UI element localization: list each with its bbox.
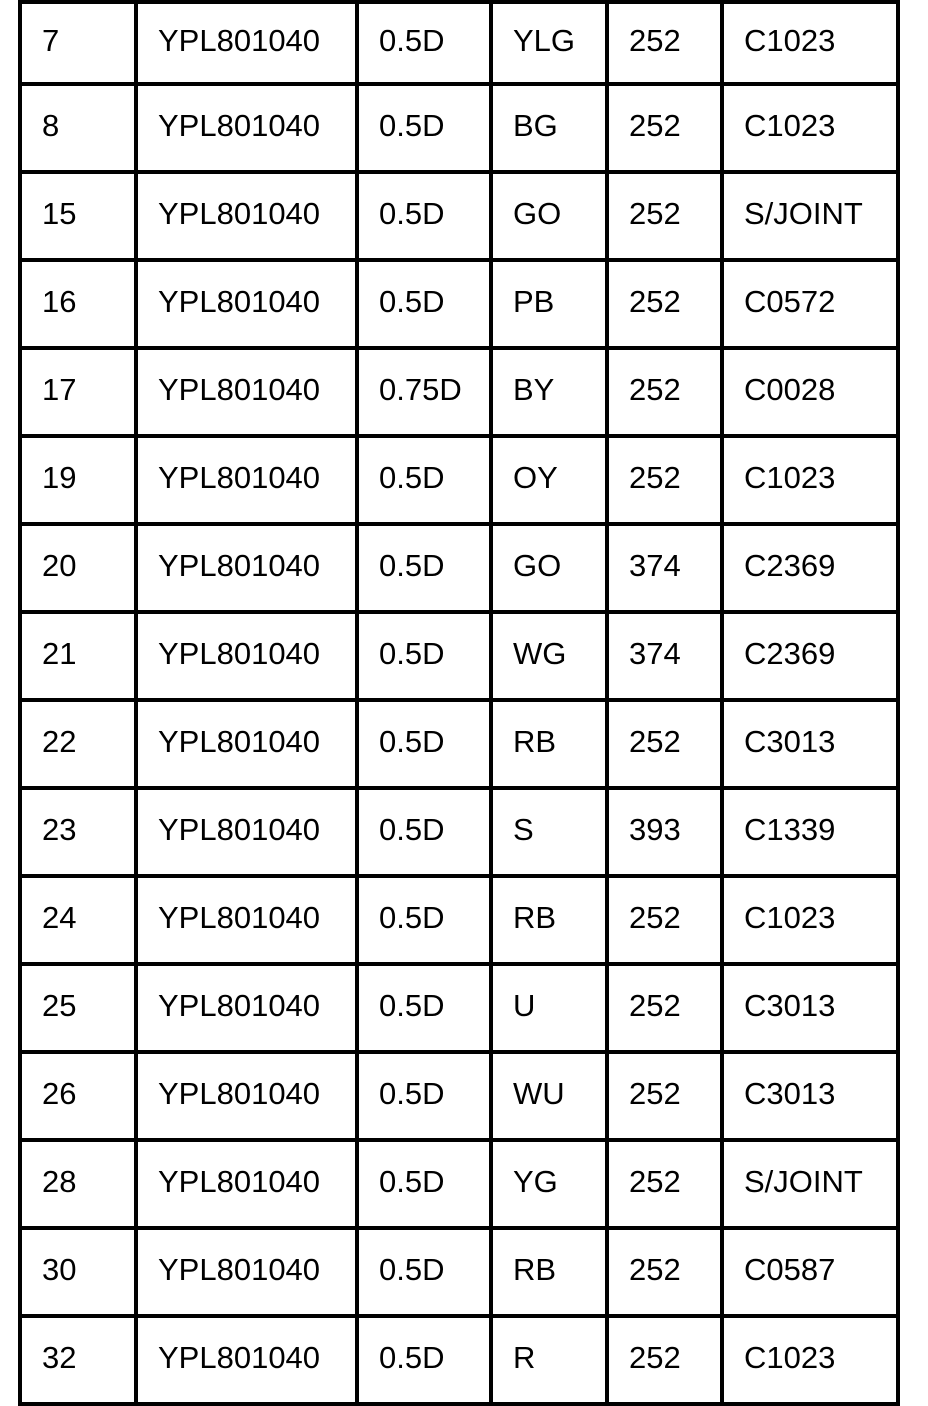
cell-length: 374 <box>607 524 722 612</box>
cell-part-number: YPL801040 <box>136 260 357 348</box>
cell-length: 252 <box>607 1228 722 1316</box>
cell-color: BG <box>491 84 607 172</box>
cell-number: 7 <box>20 2 136 84</box>
cell-length: 252 <box>607 1052 722 1140</box>
cell-length: 252 <box>607 348 722 436</box>
cell-part-number: YPL801040 <box>136 2 357 84</box>
cell-connector: C3013 <box>722 1052 898 1140</box>
cell-part-number: YPL801040 <box>136 1228 357 1316</box>
cell-part-number: YPL801040 <box>136 788 357 876</box>
cell-size: 0.5D <box>357 788 491 876</box>
cell-part-number: YPL801040 <box>136 172 357 260</box>
cell-length: 374 <box>607 612 722 700</box>
cell-number: 28 <box>20 1140 136 1228</box>
cell-part-number: YPL801040 <box>136 84 357 172</box>
cell-length: 252 <box>607 172 722 260</box>
cell-length: 252 <box>607 260 722 348</box>
cell-length: 393 <box>607 788 722 876</box>
table-row <box>20 172 898 260</box>
cell-size: 0.5D <box>357 964 491 1052</box>
cell-length: 252 <box>607 700 722 788</box>
cell-connector: C2369 <box>722 612 898 700</box>
cell-color: BY <box>491 348 607 436</box>
cell-length: 252 <box>607 436 722 524</box>
cell-connector: C3013 <box>722 964 898 1052</box>
table-row <box>20 788 898 876</box>
cell-part-number: YPL801040 <box>136 700 357 788</box>
cell-color: PB <box>491 260 607 348</box>
cell-number: 21 <box>20 612 136 700</box>
table-row <box>20 612 898 700</box>
cell-part-number: YPL801040 <box>136 876 357 964</box>
cell-color: YLG <box>491 2 607 84</box>
table-row <box>20 524 898 612</box>
cell-part-number: YPL801040 <box>136 524 357 612</box>
table-row <box>20 1316 898 1404</box>
cell-part-number: YPL801040 <box>136 436 357 524</box>
cell-part-number: YPL801040 <box>136 348 357 436</box>
cell-number: 15 <box>20 172 136 260</box>
wire-table-container <box>18 0 896 1406</box>
cell-color: RB <box>491 876 607 964</box>
cell-size: 0.5D <box>357 1228 491 1316</box>
cell-connector: C1339 <box>722 788 898 876</box>
cell-color: RB <box>491 700 607 788</box>
cell-number: 25 <box>20 964 136 1052</box>
table-row <box>20 700 898 788</box>
cell-number: 16 <box>20 260 136 348</box>
table-row <box>20 876 898 964</box>
cell-length: 252 <box>607 876 722 964</box>
cell-number: 17 <box>20 348 136 436</box>
wire-table-body <box>20 2 898 1404</box>
table-row <box>20 260 898 348</box>
cell-connector: C3013 <box>722 700 898 788</box>
cell-size: 0.5D <box>357 436 491 524</box>
cell-connector: C1023 <box>722 2 898 84</box>
cell-size: 0.5D <box>357 1316 491 1404</box>
cell-size: 0.5D <box>357 2 491 84</box>
cell-part-number: YPL801040 <box>136 612 357 700</box>
cell-size: 0.5D <box>357 172 491 260</box>
cell-color: OY <box>491 436 607 524</box>
cell-color: GO <box>491 524 607 612</box>
cell-length: 252 <box>607 2 722 84</box>
cell-connector: C1023 <box>722 84 898 172</box>
table-row <box>20 1052 898 1140</box>
cell-connector: S/JOINT <box>722 1140 898 1228</box>
cell-connector: C1023 <box>722 876 898 964</box>
table-row <box>20 348 898 436</box>
table-row <box>20 1140 898 1228</box>
cell-number: 26 <box>20 1052 136 1140</box>
cell-length: 252 <box>607 1140 722 1228</box>
cell-size: 0.5D <box>357 260 491 348</box>
cell-part-number: YPL801040 <box>136 1140 357 1228</box>
cell-number: 8 <box>20 84 136 172</box>
table-row <box>20 84 898 172</box>
cell-size: 0.5D <box>357 876 491 964</box>
table-row <box>20 964 898 1052</box>
cell-color: U <box>491 964 607 1052</box>
cell-size: 0.5D <box>357 1140 491 1228</box>
cell-number: 19 <box>20 436 136 524</box>
cell-number: 32 <box>20 1316 136 1404</box>
cell-connector: S/JOINT <box>722 172 898 260</box>
cell-color: RB <box>491 1228 607 1316</box>
cell-size: 0.75D <box>357 348 491 436</box>
cell-length: 252 <box>607 1316 722 1404</box>
cell-length: 252 <box>607 84 722 172</box>
cell-part-number: YPL801040 <box>136 1052 357 1140</box>
cell-number: 30 <box>20 1228 136 1316</box>
table-row <box>20 1228 898 1316</box>
cell-size: 0.5D <box>357 84 491 172</box>
cell-connector: C2369 <box>722 524 898 612</box>
cell-part-number: YPL801040 <box>136 1316 357 1404</box>
table-row <box>20 436 898 524</box>
cell-color: WG <box>491 612 607 700</box>
cell-number: 20 <box>20 524 136 612</box>
cell-connector: C0572 <box>722 260 898 348</box>
cell-part-number: YPL801040 <box>136 964 357 1052</box>
cell-length: 252 <box>607 964 722 1052</box>
cell-connector: C0028 <box>722 348 898 436</box>
cell-number: 23 <box>20 788 136 876</box>
cell-number: 24 <box>20 876 136 964</box>
cell-size: 0.5D <box>357 524 491 612</box>
cell-color: GO <box>491 172 607 260</box>
cell-color: YG <box>491 1140 607 1228</box>
cell-color: R <box>491 1316 607 1404</box>
cell-size: 0.5D <box>357 612 491 700</box>
cell-connector: C0587 <box>722 1228 898 1316</box>
cell-number: 22 <box>20 700 136 788</box>
table-row <box>20 2 898 84</box>
wire-table <box>18 0 900 1406</box>
cell-color: S <box>491 788 607 876</box>
cell-connector: C1023 <box>722 1316 898 1404</box>
cell-connector: C1023 <box>722 436 898 524</box>
cell-size: 0.5D <box>357 1052 491 1140</box>
cell-size: 0.5D <box>357 700 491 788</box>
cell-color: WU <box>491 1052 607 1140</box>
